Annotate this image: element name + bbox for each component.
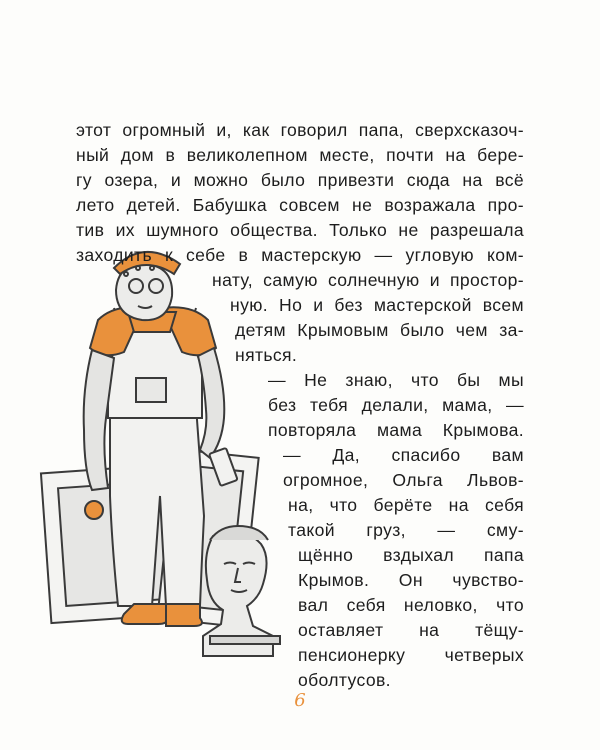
text-line-10: няться. [235, 345, 298, 365]
text-line-23: оболтусов. [298, 670, 391, 690]
text-line-21: оставляет на тёщу- [298, 620, 524, 640]
text-line-16: на, что берёте на себя [288, 495, 524, 515]
plaster-bust [203, 526, 280, 656]
text-line-13: повторяла мама Крымова. [268, 420, 524, 440]
text-line-11: — Не знаю, что бы мы [268, 370, 524, 390]
text-line-3: гу озера, и можно было привезти сюда на всё [76, 170, 524, 190]
text-line-17: такой груз, — сму- [288, 520, 524, 540]
page-number: 6 [294, 690, 306, 711]
text-line-20: вал себя неловко, что [298, 595, 524, 615]
text-line-4: лето детей. Бабушка совсем не возражала про- [76, 195, 524, 215]
text-line-5: тив их шумного общества. Только не разрешала [76, 220, 524, 240]
text-line-7: нату, самую солнечную и простор- [212, 270, 524, 290]
text-line-19: Крымов. Он чувство- [298, 570, 524, 590]
text-line-15: огромное, Ольга Львов- [283, 470, 524, 490]
text-line-1: этот огромный и, как говорил папа, сверхсказоч- [76, 120, 524, 140]
text-line-2: ный дом в великолепном месте, почти на бере- [76, 145, 524, 165]
text-line-22: пенсионерку четверых [298, 645, 524, 665]
text-line-14: — Да, спасибо вам [283, 445, 524, 465]
boots [122, 604, 202, 626]
text-line-12: без тебя делали, мама, — [268, 395, 524, 415]
text-line-8: ную. Но и без мастерской всем [230, 295, 524, 315]
text-line-9: детям Крымовым было чем за- [235, 320, 524, 340]
text-line-18: щённо вздыхал папа [298, 545, 524, 565]
text-line-6: заходить к себе в мастерскую — угловую ком- [76, 245, 524, 265]
